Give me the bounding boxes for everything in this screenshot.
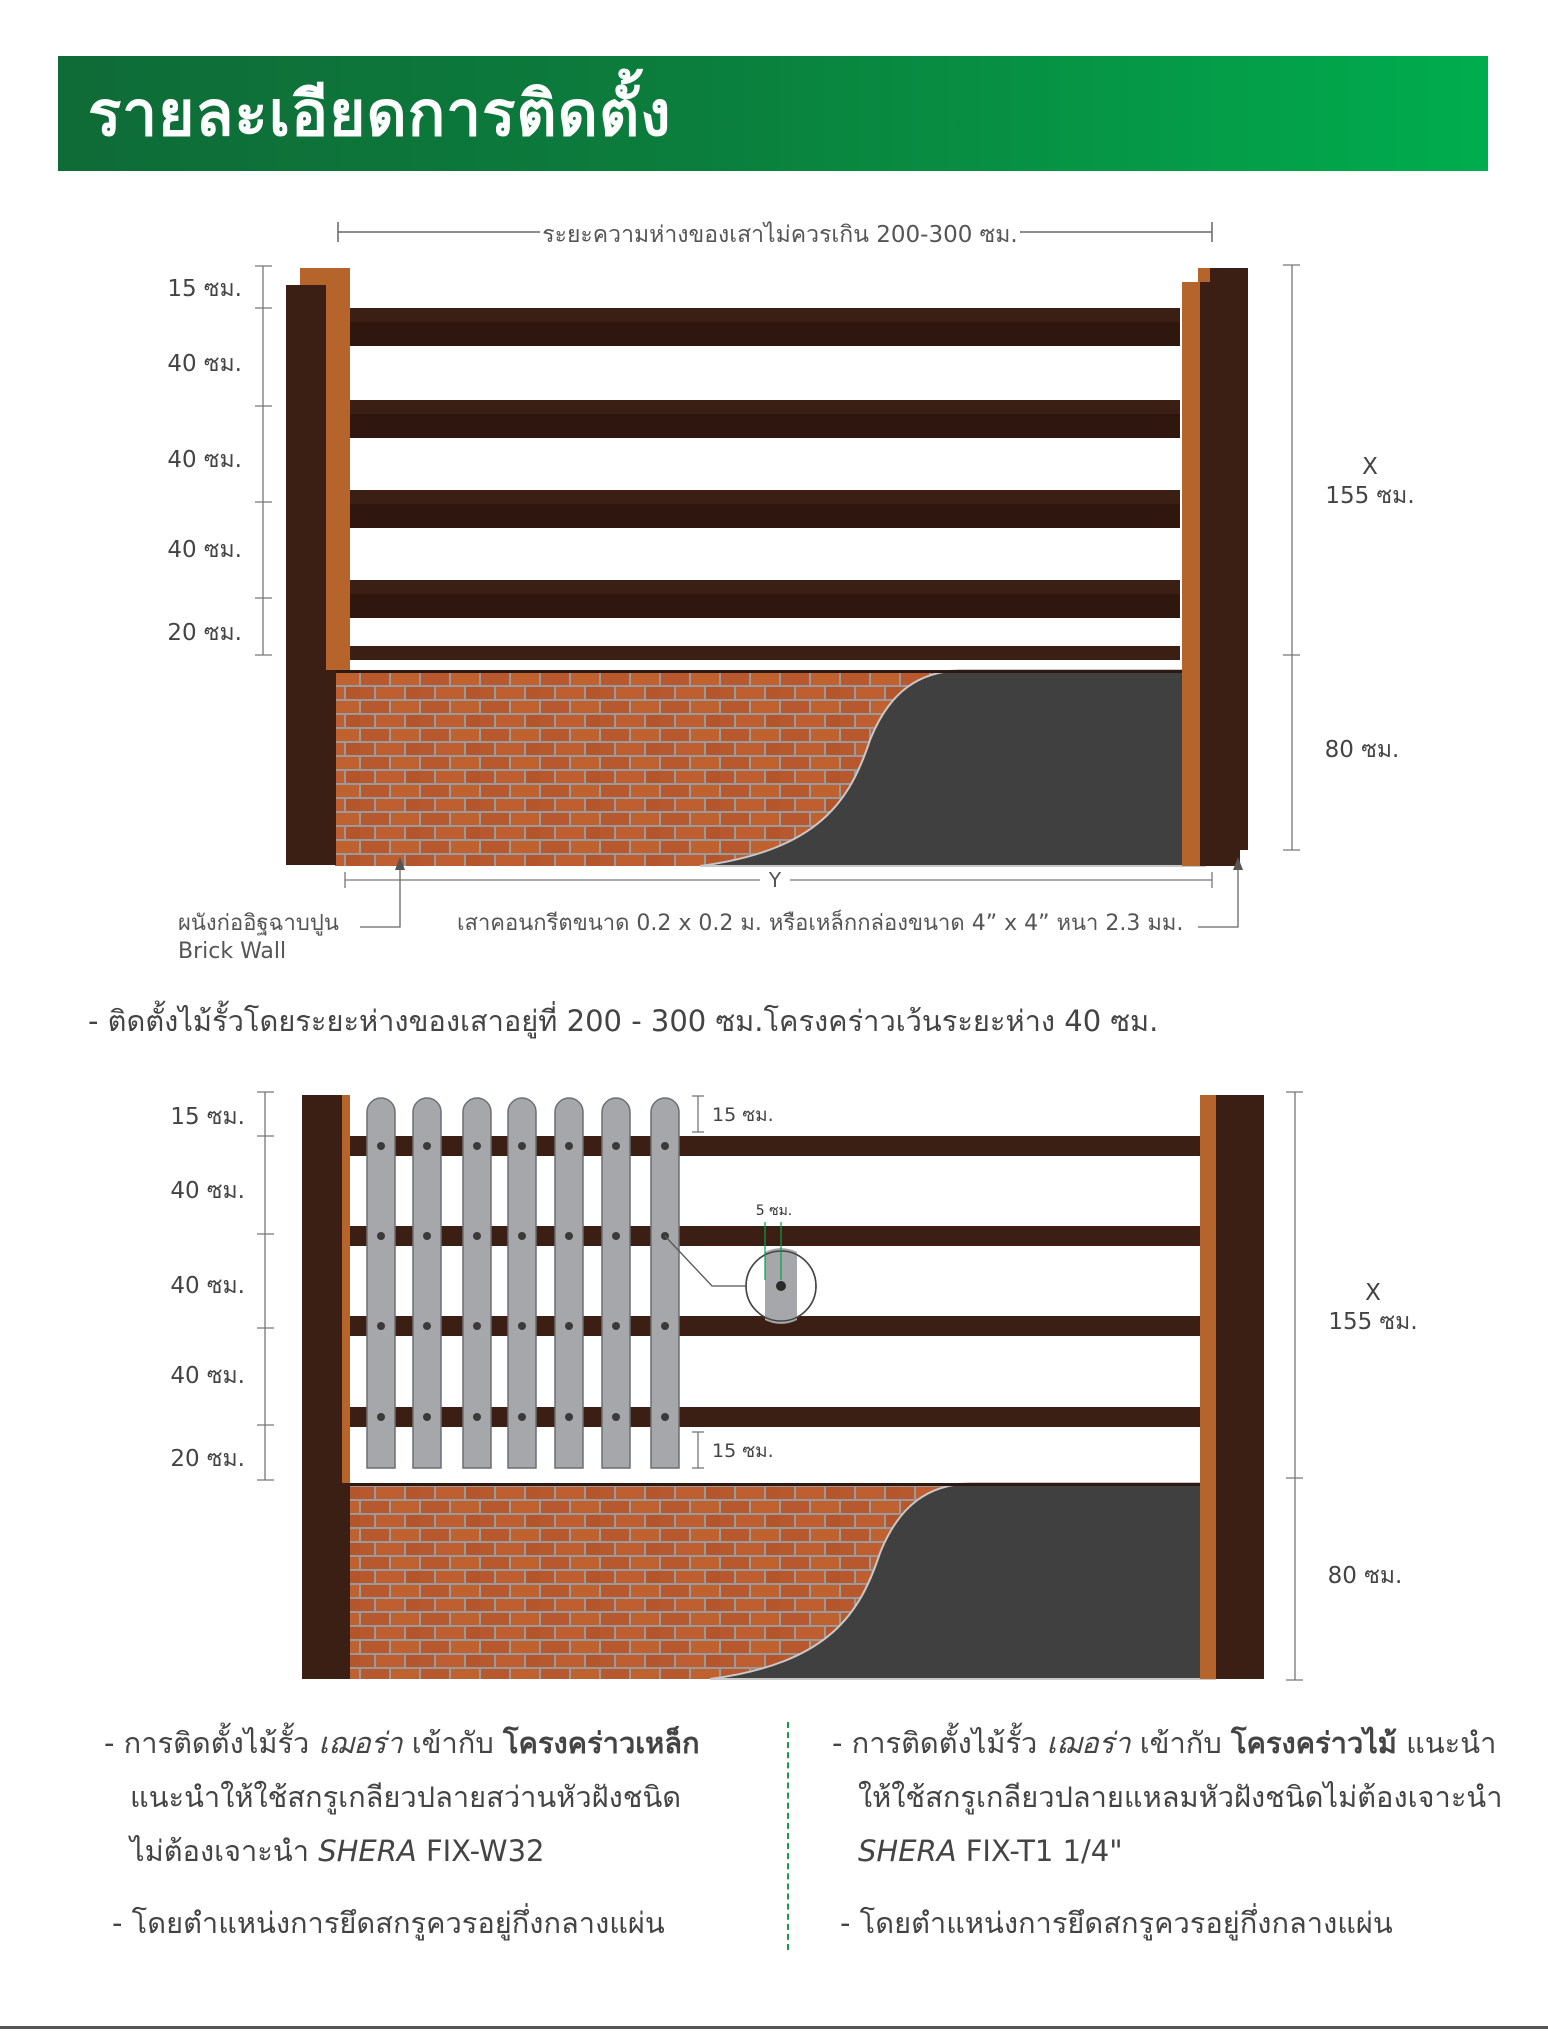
left-dimension-line xyxy=(257,1092,274,1480)
dim-x-label: X xyxy=(1365,1280,1381,1306)
column-divider xyxy=(787,1722,789,1950)
dim-label: 40 ซม. xyxy=(167,537,242,563)
right-dimension-line xyxy=(1286,1092,1303,1680)
brick-wall xyxy=(335,670,1205,866)
installation-note: - ติดตั้งไม้รั้วโดยระยะห่างของเสาอยู่ที่ 200 - 300 ซม.โครงคร่าวเว้นระยะห่าง 40 ซม. xyxy=(88,1004,1159,1038)
left-dimension-line xyxy=(255,266,272,655)
dim-label: 40 ซม. xyxy=(170,1273,245,1299)
brick-wall xyxy=(345,1483,1215,1679)
frame-type: โครงคร่าวเหล็ก xyxy=(502,1726,700,1760)
frame-type: โครงคร่าวไม้ xyxy=(1230,1726,1397,1760)
post-label: เสาคอนกรีตขนาด 0.2 x 0.2 ม. หรือเหล็กกล่องขนาด 4” x 4” หนา 2.3 มม. xyxy=(457,911,1184,936)
horizontal-rails xyxy=(350,308,1180,660)
dim-label: 40 ซม. xyxy=(167,447,242,473)
dim-label: 20 ซม. xyxy=(167,620,242,646)
instruction-line: - การติดตั้งไม้รั้ว เฌอร่า เข้ากับ โครงคร่าวเหล็ก xyxy=(104,1726,700,1760)
instruction-line: ไม่ต้องเจาะนำ SHERA FIX-W32 xyxy=(130,1834,545,1868)
instruction-line: SHERA FIX-T1 1/4" xyxy=(858,1834,1123,1868)
top-gap-label: 15 ซม. xyxy=(712,1104,774,1126)
dim-label: 20 ซม. xyxy=(170,1446,245,1472)
span-label: ระยะความห่างของเสาไม่ควรเกิน 200-300 ซม. xyxy=(542,222,1018,248)
instruction-line: แนะนำให้ใช้สกรูเกลียวปลายสว่านหัวฝังชนิด xyxy=(130,1780,682,1814)
dim-label: 40 ซม. xyxy=(170,1178,245,1204)
dim-x-value: 155 ซม. xyxy=(1325,483,1415,509)
fence-frame-diagram xyxy=(0,0,1548,1000)
picket-fence-diagram xyxy=(0,1080,1548,1700)
brand-name: SHERA xyxy=(318,1834,417,1868)
dim-label: 15 ซม. xyxy=(167,276,242,302)
dim-bottom-label: 80 ซม. xyxy=(1324,737,1400,763)
dim-label: 40 ซม. xyxy=(167,351,242,377)
brand-name: SHERA xyxy=(858,1834,957,1868)
y-label: Y xyxy=(768,868,782,892)
bottom-rule xyxy=(0,2026,1548,2029)
dim-x-label: X xyxy=(1362,454,1378,480)
bottom-gap-label: 15 ซม. xyxy=(712,1440,774,1462)
dim-x-value: 155 ซม. xyxy=(1328,1309,1418,1335)
brand-name: เฌอร่า xyxy=(1046,1726,1131,1760)
page-title: รายละเอียดการติดตั้ง xyxy=(88,77,672,150)
dim-label: 40 ซม. xyxy=(170,1363,245,1389)
dim-label: 15 ซม. xyxy=(170,1104,245,1130)
brick-wall-label-en: Brick Wall xyxy=(178,939,287,964)
brand-name: เฌอร่า xyxy=(318,1726,403,1760)
instruction-line: ให้ใช้สกรูเกลียวปลายแหลมหัวฝังชนิดไม่ต้องเจาะนำ xyxy=(858,1780,1503,1814)
wood-frame-instructions xyxy=(832,1716,1503,1950)
instruction-line: - โดยตำแหน่งการยึดสกรูควรอยู่กึ่งกลางแผ่น xyxy=(112,1906,665,1940)
instruction-line: - การติดตั้งไม้รั้ว เฌอร่า เข้ากับ โครงคร่าวไม้ แนะนำ xyxy=(832,1726,1497,1760)
instruction-line: - โดยตำแหน่งการยึดสกรูควรอยู่กึ่งกลางแผ่น xyxy=(840,1906,1393,1940)
right-dimension-line xyxy=(1283,265,1300,850)
screw-gap-label: 5 ซม. xyxy=(755,1203,793,1219)
steel-frame-instructions xyxy=(104,1716,700,1950)
brick-wall-label-th: ผนังก่ออิฐฉาบปูน xyxy=(178,911,339,936)
dim-bottom-label: 80 ซม. xyxy=(1327,1563,1403,1589)
